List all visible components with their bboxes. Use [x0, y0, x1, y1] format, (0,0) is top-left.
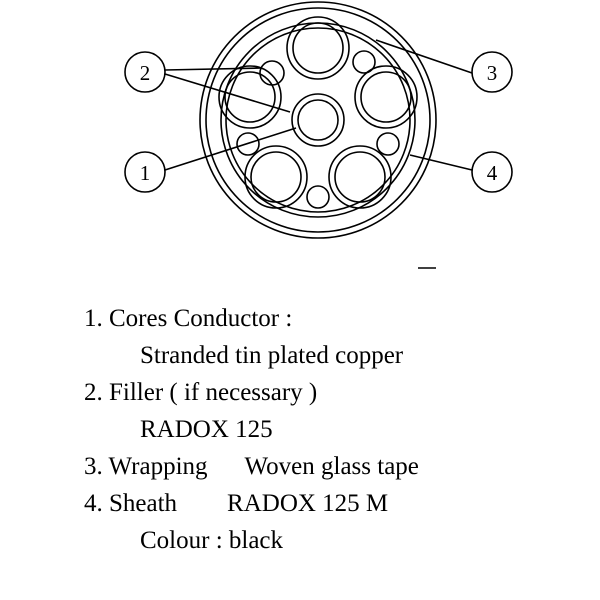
- callout-label-1: 1: [139, 161, 151, 185]
- legend-line-3: 2. Filler ( if necessary ): [84, 379, 318, 406]
- leader-line-2a: [165, 68, 262, 70]
- core-outer-top: [287, 17, 349, 79]
- filler-top-left: [260, 61, 284, 85]
- core-inner-center: [298, 100, 338, 140]
- filler-right: [377, 133, 399, 155]
- sheath-outer-circle: [200, 2, 436, 238]
- core-inner-bottom-left: [251, 152, 301, 202]
- legend-line-2: Stranded tin plated copper: [140, 342, 404, 369]
- filler-top-right: [353, 51, 375, 73]
- core-outer-bottom-left: [245, 146, 307, 208]
- core-outer-center: [292, 94, 344, 146]
- legend-line-5: 3. Wrapping Woven glass tape: [84, 453, 419, 480]
- legend-line-1: 1. Cores Conductor :: [84, 305, 293, 332]
- leader-line-1: [165, 128, 296, 170]
- callout-label-2: 2: [139, 61, 151, 85]
- wrapping-outer-circle: [221, 23, 415, 217]
- callout-label-4: 4: [486, 161, 498, 185]
- core-inner-right: [361, 72, 411, 122]
- core-inner-bottom-right: [335, 152, 385, 202]
- legend-list: [0, 300, 600, 559]
- core-outer-bottom-right: [329, 146, 391, 208]
- callout-label-3: 3: [486, 61, 498, 85]
- legend-line-4: RADOX 125: [140, 416, 273, 443]
- legend-line-6: 4. Sheath RADOX 125 M: [84, 490, 389, 517]
- filler-bottom: [307, 186, 329, 208]
- cable-cross-section-diagram: [0, 0, 600, 290]
- cable-diagram-svg: [0, 0, 600, 290]
- core-inner-left: [225, 72, 275, 122]
- core-inner-top: [293, 23, 343, 73]
- wrapping-inner-circle: [226, 28, 410, 212]
- legend-line-7: Colour : black: [140, 527, 284, 554]
